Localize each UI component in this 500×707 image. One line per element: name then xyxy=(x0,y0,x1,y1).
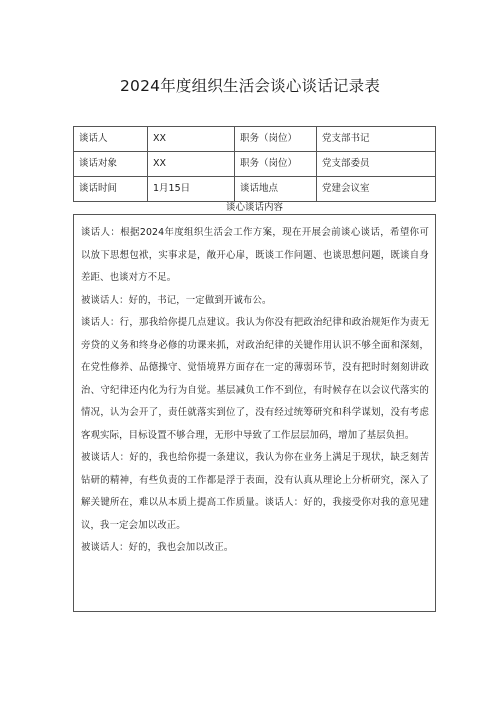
conversation-paragraph: 被谈话人：好的，我也给你提一条建议，我认为你在业务上满足于现状，缺乏刻苦钻研的精神，有些负责的工作都是浮于表面，没有认真从理论上分析研究，深入了解关键所在，难以从本质上提高工作质量。谈话人：好的，我接受你对我的意见建议，我一定会加以改正。 xyxy=(81,452,429,531)
conversation-content-box xyxy=(73,214,436,612)
table-row xyxy=(74,177,436,202)
talker-position-label: 职务（岗位） xyxy=(235,127,317,152)
talker-label: 谈话人 xyxy=(74,127,148,152)
conversation-paragraph: 谈话人：根据2024年度组织生活会工作方案，现在开展会前谈心谈话，希望你可以放下思想包袱，实事求是，敞开心扉，既谈工作问题、也谈思想问题，既谈自身差距、也谈对方不足。 xyxy=(81,227,429,283)
talkee-position-label: 职务（岗位） xyxy=(235,152,317,177)
table-row xyxy=(74,152,436,177)
talk-time-label: 谈话时间 xyxy=(74,177,148,202)
talker-value: XX xyxy=(148,127,235,152)
content-heading: 谈心谈话内容 xyxy=(225,202,283,213)
talk-time-value: 1月15日 xyxy=(148,177,235,202)
conversation-paragraph: 被谈话人：好的，我也会加以改正。 xyxy=(81,542,234,553)
info-table xyxy=(73,126,436,202)
talkee-value: XX xyxy=(148,152,235,177)
talkee-label: 谈话对象 xyxy=(74,152,148,177)
talker-position-value: 党支部书记 xyxy=(317,127,436,152)
table-row xyxy=(74,127,436,152)
conversation-paragraph: 谈话人：行，那我给你提几点建议。我认为你没有把政治纪律和政治规矩作为责无旁贷的义务和终身必修的功课来抓，对政治纪律的关键作用认识不够全面和深刻，在党性修养、品德操守、觉悟境界方面存在一定的薄弱环节，没有把时时刻刻讲政治、守纪律还内化为行为自觉。基层减负工作不到位，有时候存在以会议代落实的情况，认为会开了，责任就落实到位了，没有经过统筹研究和科学谋划，没有考虑客观实际，目标设置不够合理，无形中导致了工作层层加码，增加了基层负担。 xyxy=(81,317,429,441)
talkee-position-value: 党支部委员 xyxy=(317,152,436,177)
page-title: 2024年度组织生活会谈心谈话记录表 xyxy=(119,77,381,95)
talk-location-label: 谈话地点 xyxy=(235,177,317,202)
conversation-paragraph: 被谈话人：好的，书记，一定做到开诚布公。 xyxy=(81,294,272,306)
talk-location-value: 党建会议室 xyxy=(317,177,436,202)
